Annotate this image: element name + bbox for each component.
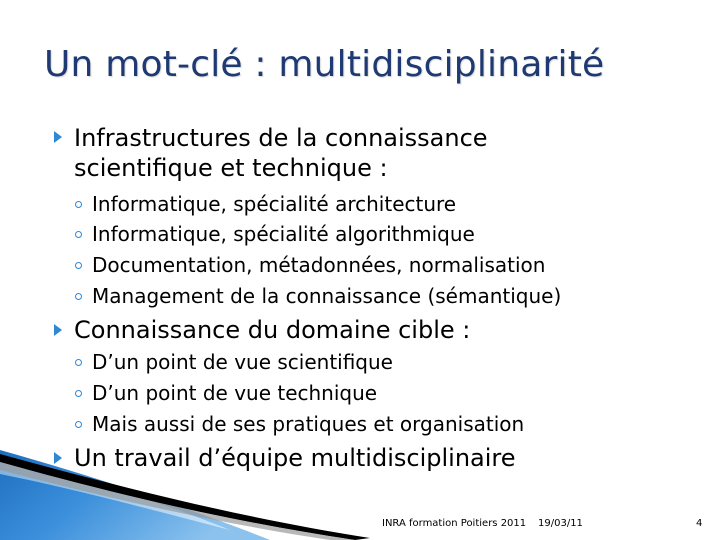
footer-swoosh-decoration <box>0 450 720 540</box>
circle-outline-icon <box>75 262 82 269</box>
footer-organization: INRA formation Poitiers 2011 <box>382 518 527 529</box>
triangle-right-icon <box>54 131 62 143</box>
circle-outline-icon <box>75 359 82 366</box>
circle-outline-icon <box>75 201 82 208</box>
sub-bullet-1-1: Informatique, spécialité architecture <box>92 192 457 216</box>
sub-bullet-1-2: Informatique, spécialité algorithmique <box>92 222 475 246</box>
bullet-1-line-2: scientifique et technique : <box>74 154 388 182</box>
circle-outline-icon <box>75 390 82 397</box>
bullet-1-line-1: Infrastructures de la connaissance <box>74 124 488 152</box>
sub-bullet-1-3: Documentation, métadonnées, normalisation <box>92 253 546 277</box>
footer-date: 19/03/11 <box>538 518 583 529</box>
page-number: 4 <box>696 518 703 529</box>
sub-bullet-1-4: Management de la connaissance (sémantique) <box>92 284 562 308</box>
bullet-2-line-1: Connaissance du domaine cible : <box>74 316 471 344</box>
sub-bullet-2-2: D’un point de vue technique <box>92 381 378 405</box>
bullet-3-line-1: Un travail d’équipe multidisciplinaire <box>74 444 516 472</box>
sub-bullet-2-1: D’un point de vue scientifique <box>92 350 393 374</box>
slide-title: Un mot-clé : multidisciplinarité <box>44 44 605 85</box>
circle-outline-icon <box>75 231 82 238</box>
circle-outline-icon <box>75 421 82 428</box>
circle-outline-icon <box>75 293 82 300</box>
triangle-right-icon <box>54 324 62 336</box>
sub-bullet-2-3: Mais aussi de ses pratiques et organisation <box>92 412 525 436</box>
